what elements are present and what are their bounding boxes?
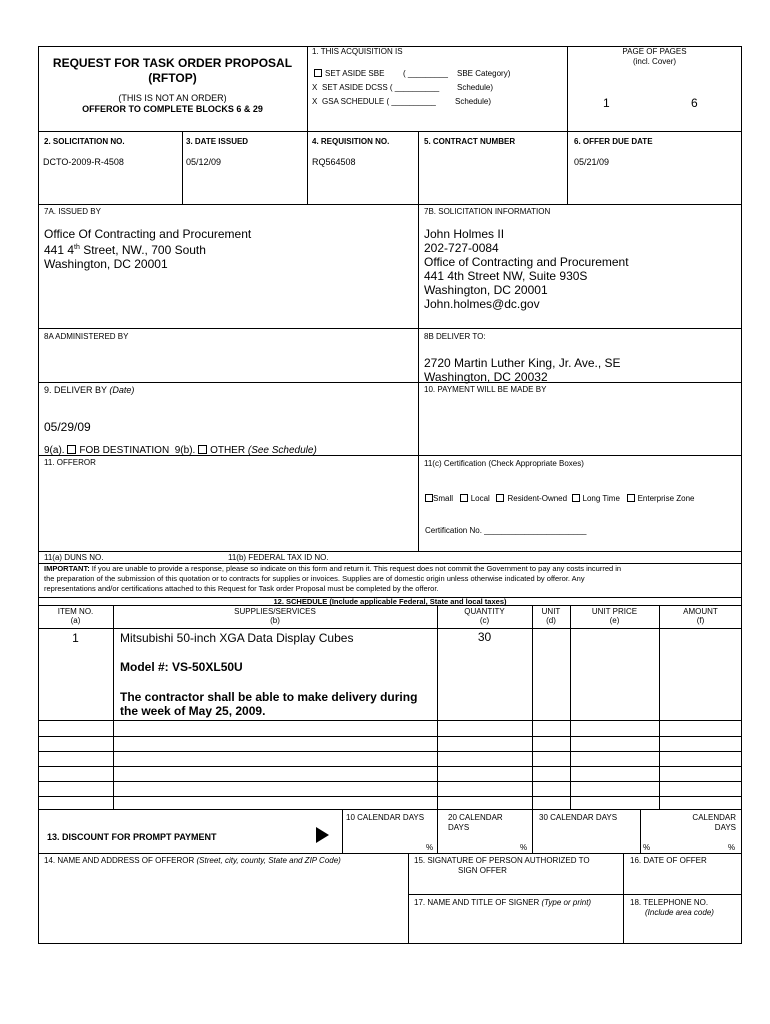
page-total: 6 (691, 96, 698, 110)
enterprise-zone-label: Enterprise Zone (637, 494, 695, 503)
date-issued[interactable]: 05/12/09 (186, 157, 222, 167)
rule (38, 131, 742, 132)
column-amount: AMOUNT (f) (683, 607, 718, 625)
acquisition-label: 1. THIS ACQUISITION IS (312, 47, 403, 56)
sbe-category: SBE Category) (457, 69, 511, 78)
discount-10-days: 10 CALENDAR DAYS (346, 813, 425, 822)
offer-due-date[interactable]: 05/21/09 (574, 157, 610, 167)
contact-street: 441 4th Street NW, Suite 930S (424, 269, 588, 283)
small-label: Small (433, 494, 454, 503)
signature-label: 15. SIGNATURE OF PERSON AUTHORIZED TO SIGN OFFER (414, 856, 590, 875)
certification-label: 11(c) Certification (Check Appropriate Boxes) (424, 459, 584, 468)
contact-phone: 202-727-0084 (424, 241, 499, 255)
discount-10-pct: % (426, 843, 434, 852)
date-issued-label: 3. DATE ISSUED (186, 137, 249, 146)
sbe-label: SET ASIDE SBE (325, 69, 385, 78)
requisition-label: 4. REQUISITION NO. (312, 137, 390, 146)
gsa-mark[interactable]: X (312, 97, 318, 106)
not-order-note: (THIS IS NOT AN ORDER) (118, 93, 227, 103)
rule (38, 551, 742, 552)
deliver-to-line: 2720 Martin Luther King, Jr. Ave., SE (424, 356, 621, 370)
rule (307, 46, 308, 131)
signer-label: 17. NAME AND TITLE OF SIGNER (Type or print) (414, 898, 592, 907)
issued-by-line: 441 4th Street, NW., 700 South (44, 243, 206, 257)
dcss-schedule: Schedule) (457, 83, 494, 92)
issued-by-label: 7A. ISSUED BY (44, 207, 101, 216)
enterprise-zone-checkbox[interactable] (627, 494, 635, 502)
solicitation-number[interactable]: DCTO-2009-R-4508 (43, 157, 124, 167)
deliver-to-line: Washington, DC 20032 (424, 370, 548, 384)
column-item-no: ITEM NO. (a) (57, 607, 94, 625)
discount-x-days: CALENDAR DAYS (692, 813, 736, 832)
rule (38, 781, 742, 782)
item-description: Mitsubishi 50-inch XGA Data Display Cubes (120, 631, 354, 645)
solicitation-label: 2. SOLICITATION NO. (44, 137, 125, 146)
dcss-mark[interactable]: X (312, 83, 318, 92)
long-time-label: Long Time (582, 494, 620, 503)
rule (38, 809, 742, 810)
rule (567, 131, 568, 204)
rule (38, 751, 742, 752)
rule (38, 853, 742, 854)
deliver-by-label: 9. DELIVER BY (Date) (44, 385, 135, 395)
rule (38, 796, 742, 797)
fob-destination-checkbox[interactable] (67, 445, 76, 454)
requisition-number[interactable]: RQ564508 (312, 157, 356, 167)
rule (418, 131, 419, 204)
rule (38, 766, 742, 767)
sbe-checkbox[interactable] (314, 69, 322, 77)
discount-30-days: 30 CALENDAR DAYS (539, 813, 618, 822)
contact-office: Office of Contracting and Procurement (424, 255, 629, 269)
acquisition-sbe (314, 69, 384, 79)
column-quantity: QUANTITY (c) (464, 607, 505, 625)
discount-20-pct: % (520, 843, 528, 852)
rule (38, 382, 418, 383)
offeror-label: 11. OFFEROR (44, 458, 96, 467)
local-label: Local (470, 494, 490, 503)
arrow-right-icon (316, 827, 329, 843)
dcss-label: SET ASIDE DCSS ( __________ (322, 83, 440, 92)
item-model: Model #: VS-50XL50U (120, 660, 243, 674)
offeror-name-address-label: 14. NAME AND ADDRESS OF OFFEROR (Street, city, county, State and ZIP Code) (44, 856, 341, 865)
fob-destination-label: FOB DESTINATION (79, 445, 170, 456)
rule (38, 720, 742, 721)
rule (532, 809, 533, 853)
column-unit: UNIT (d) (541, 607, 561, 625)
rule (113, 605, 114, 809)
contact-email[interactable]: John.holmes@dc.gov (424, 297, 540, 311)
solicitation-info (424, 227, 629, 311)
contract-number-label: 5. CONTRACT NUMBER (424, 137, 516, 146)
rule (437, 809, 438, 853)
deliver-to-address (424, 356, 621, 384)
pages-sub: (incl. Cover) (632, 57, 677, 66)
contact-name: John Holmes II (424, 227, 505, 241)
other-label: OTHER (210, 445, 246, 456)
form-title: REQUEST FOR TASK ORDER PROPOSAL (52, 56, 293, 70)
duns-label: 11(a) DUNS NO. (44, 553, 104, 562)
rule (38, 328, 742, 329)
administered-by-label: 8A ADMINISTERED BY (44, 332, 129, 341)
rule (532, 605, 533, 809)
item-number: 1 (72, 631, 79, 645)
sbe-blank: ( _________ (403, 69, 448, 78)
discount-x-pct: % (728, 843, 736, 852)
discount-label: 13. DISCOUNT FOR PROMPT PAYMENT (47, 832, 217, 842)
form-subtitle: (RFTOP) (148, 71, 197, 85)
column-supplies: SUPPLIES/SERVICES (b) (234, 607, 316, 625)
issued-by-line: Office Of Contracting and Procurement (44, 227, 252, 241)
rule (623, 853, 624, 944)
payment-label: 10. PAYMENT WILL BE MADE BY (424, 385, 547, 394)
item-quantity: 30 (477, 630, 492, 644)
rule (418, 204, 419, 551)
deliver-to-label: 8B DELIVER TO: (424, 332, 486, 341)
rule (570, 605, 571, 809)
rule (659, 605, 660, 809)
date-of-offer-label: 16. DATE OF OFFER (630, 856, 707, 865)
certification-number[interactable]: Certification No. _______________________ (425, 526, 587, 535)
column-unit-price: UNIT PRICE (e) (591, 607, 638, 625)
long-time-checkbox[interactable] (572, 494, 580, 502)
offeror-note: OFFEROR TO COMPLETE BLOCKS 6 & 29 (82, 104, 263, 114)
tax-id-label: 11(b) FEDERAL TAX ID NO. (228, 553, 329, 562)
small-checkbox[interactable] (425, 494, 433, 502)
telephone-label: 18. TELEPHONE NO. (Include area code) (630, 898, 714, 917)
page-number: 1 (603, 96, 610, 110)
discount-30-pct: % (643, 843, 651, 852)
item-delivery-note: The contractor shall be able to make delivery during the week of May 25, 2009. (120, 690, 418, 718)
gsa-label: GSA SCHEDULE ( __________ (322, 97, 436, 106)
resident-owned-label: Resident-Owned (507, 494, 568, 503)
rule (38, 628, 742, 629)
resident-owned-checkbox[interactable] (496, 494, 504, 502)
rule (307, 131, 308, 204)
issued-by-address (44, 227, 251, 271)
rule (38, 204, 742, 205)
rule (38, 736, 742, 737)
rule (408, 894, 742, 895)
gsa-schedule: Schedule) (455, 97, 492, 106)
local-checkbox[interactable] (460, 494, 468, 502)
certification-options (425, 494, 694, 504)
rule (342, 809, 343, 853)
deliver-by-date[interactable]: 05/29/09 (44, 420, 91, 434)
important-notice: IMPORTANT: If you are unable to provide a response, please so indicate on this form and return it. This request does not commit the Government to pay any costs incurred in the preparation of the submission of this quotation or to contracts for supplies or invoices. Supplies are of domestic origin unless otherwise indicated by offeror. Any representations and/or certifications attached to this Request for Task order Proposal must be completed by the offeror. (44, 564, 622, 593)
issued-by-line: Washington, DC 20001 (44, 257, 168, 271)
other-checkbox[interactable] (198, 445, 207, 454)
rule (408, 853, 409, 944)
fob-options: 9(a). FOB DESTINATION 9(b). OTHER (See Schedule) (44, 445, 317, 456)
rule (182, 131, 183, 204)
schedule-title: 12. SCHEDULE (Include applicable Federal, State and local taxes) (273, 597, 507, 606)
rule (640, 809, 641, 853)
pages-label: PAGE OF PAGES (622, 47, 687, 56)
solicitation-info-label: 7B. SOLICITATION INFORMATION (424, 207, 551, 216)
discount-20-days: 20 CALENDAR DAYS (448, 813, 503, 832)
contact-city: Washington, DC 20001 (424, 283, 548, 297)
offer-due-label: 6. OFFER DUE DATE (574, 137, 653, 146)
